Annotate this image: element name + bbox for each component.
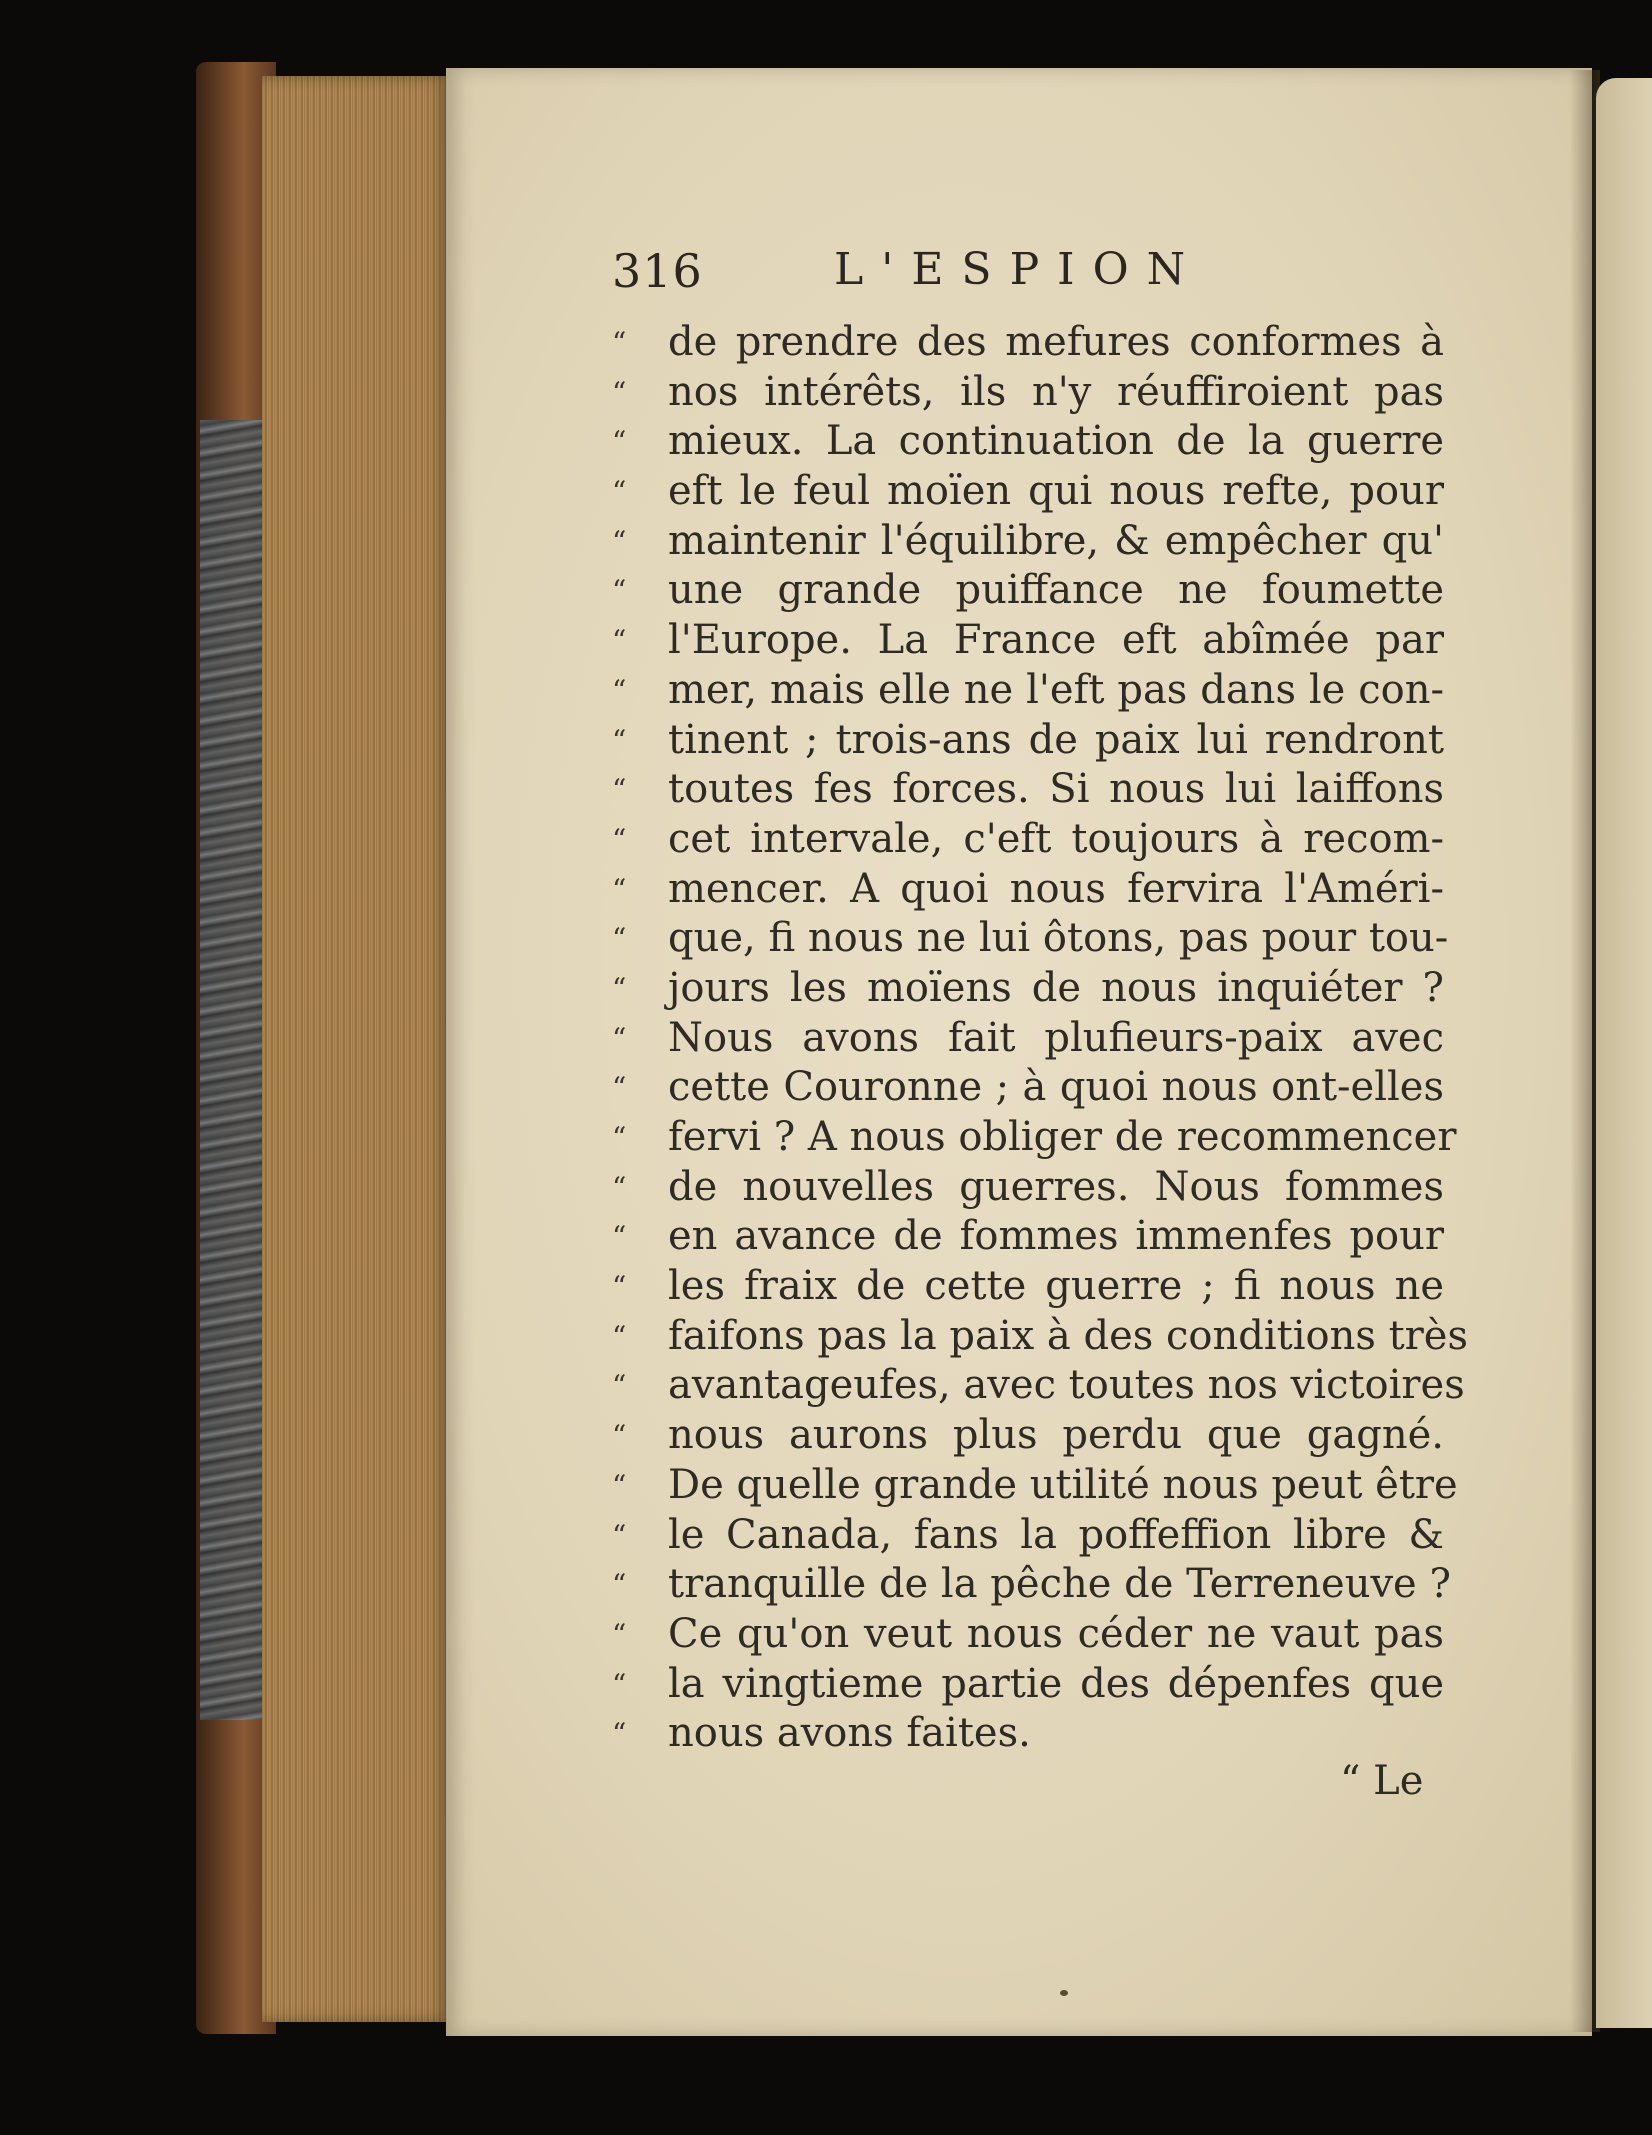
quote-mark: “	[612, 1667, 627, 1701]
quote-mark: “	[612, 1717, 627, 1751]
text-line	[612, 1511, 1442, 1561]
quote-mark: “	[612, 1369, 627, 1403]
line-text: la vingtieme partie des dépenfes que	[668, 1660, 1444, 1707]
quote-mark: “	[612, 1270, 627, 1304]
text-line	[612, 1361, 1465, 1411]
line-text: de prendre des mefures conformes à	[668, 319, 1444, 365]
quote-mark: “	[612, 1220, 627, 1254]
text-line	[612, 566, 1442, 616]
text-line	[612, 914, 1449, 964]
text-line	[612, 666, 1442, 716]
quote-mark: “	[612, 1071, 627, 1105]
line-text: fervi ? A nous obliger de recommencer	[668, 1114, 1457, 1160]
line-text: le Canada, fans la poffeffion libre &	[668, 1511, 1444, 1558]
line-text: Nous avons fait plufieurs-paix avec	[668, 1014, 1444, 1061]
line-text: que, fi nous ne lui ôtons, pas pour tou-	[668, 915, 1449, 962]
line-text: nous aurons plus perdu que gagné.	[668, 1412, 1444, 1459]
text-line	[612, 1560, 1451, 1610]
quote-mark: “	[612, 1319, 627, 1353]
quote-mark: “	[612, 723, 627, 757]
quote-mark: “	[612, 524, 627, 558]
marbled-cover	[200, 420, 264, 1720]
quote-mark: “	[612, 574, 627, 608]
line-text: maintenir l'équilibre, & empêcher qu'	[668, 517, 1444, 564]
line-text: nous avons faites.	[668, 1710, 1031, 1757]
line-text: avantageufes, avec toutes nos victoires	[668, 1362, 1465, 1409]
text-line	[612, 1411, 1442, 1461]
text-line	[612, 368, 1442, 418]
line-text: Ce qu'on veut nous céder ne vaut pas	[668, 1610, 1444, 1657]
line-text: nos intérêts, ils n'y réuffiroient pas	[668, 368, 1444, 415]
quote-mark: “	[612, 1021, 627, 1055]
text-line	[612, 616, 1442, 666]
line-text: toutes fes forces. Si nous lui laiffons	[668, 766, 1444, 813]
text-line	[612, 1163, 1442, 1213]
text-line	[612, 1014, 1442, 1064]
text-line	[612, 417, 1442, 467]
line-text: de nouvelles guerres. Nous fommes	[668, 1163, 1444, 1210]
quote-mark: “	[612, 1121, 627, 1154]
body-text	[612, 318, 1468, 1759]
quote-mark: “	[612, 1617, 627, 1651]
text-line	[612, 1461, 1458, 1511]
text-line	[612, 716, 1442, 766]
text-line	[612, 1660, 1442, 1710]
quote-mark: “	[612, 1468, 627, 1502]
text-line	[612, 1610, 1442, 1660]
text-line	[612, 1262, 1442, 1312]
quote-mark: “	[612, 1568, 627, 1602]
text-line	[612, 1312, 1468, 1362]
quote-mark: “	[612, 326, 627, 359]
line-text: De quelle grande utilité nous peut être	[668, 1461, 1458, 1508]
page-number: 316	[612, 244, 703, 298]
page-edges	[262, 76, 450, 2022]
quote-mark: “	[612, 773, 627, 807]
line-text: une grande puiffance ne foumette	[668, 567, 1444, 614]
facing-page-edge	[1596, 78, 1652, 2028]
text-line	[612, 765, 1442, 815]
text-line	[612, 815, 1442, 865]
quote-mark: “	[612, 872, 627, 906]
line-text: faifons pas la paix à des conditions très	[668, 1312, 1468, 1359]
quote-mark: “	[612, 1419, 627, 1453]
quote-mark: “	[612, 1518, 627, 1552]
line-text: les fraix de cette guerre ; fi nous ne	[668, 1263, 1444, 1310]
line-text: l'Europe. La France eft abîmée par	[668, 617, 1444, 664]
text-line	[612, 1113, 1457, 1163]
line-text: eft le feul moïen qui nous refte, pour	[668, 468, 1444, 515]
line-text: cet intervale, c'eft toujours à recom-	[668, 815, 1444, 862]
catchword: “ Le	[1340, 1758, 1424, 1804]
text-line	[612, 865, 1442, 915]
text-line	[612, 1709, 1442, 1759]
line-text: cette Couronne ; à quoi nous ont-elles	[668, 1064, 1444, 1111]
line-text: tranquille de la pêche de Terreneuve ?	[668, 1561, 1451, 1608]
running-title: L'ESPION	[834, 244, 1204, 295]
line-text: mencer. A quoi nous fervira l'Améri-	[668, 865, 1444, 912]
text-line	[612, 517, 1442, 567]
text-line	[612, 1063, 1442, 1113]
quote-mark: “	[612, 624, 627, 658]
page-header	[612, 244, 1212, 314]
quote-mark: “	[612, 673, 627, 707]
line-text: tinent ; trois-ans de paix lui rendront	[668, 716, 1444, 763]
line-text: mer, mais elle ne l'eft pas dans le con-	[668, 666, 1444, 713]
quote-mark: “	[612, 971, 627, 1005]
line-text: mieux. La continuation de la guerre	[668, 418, 1444, 465]
quote-mark: “	[612, 475, 627, 509]
line-text: jours les moïens de nous inquiéter ?	[668, 964, 1444, 1011]
text-line	[612, 467, 1442, 517]
quote-mark: “	[612, 1170, 627, 1204]
line-text: en avance de fommes immenfes pour	[668, 1213, 1444, 1260]
quote-mark: “	[612, 922, 627, 956]
text-line	[612, 964, 1442, 1014]
quote-mark: “	[612, 375, 627, 409]
text-line	[612, 1212, 1442, 1262]
quote-mark: “	[612, 425, 627, 459]
ink-speck	[1060, 1990, 1068, 1996]
quote-mark: “	[612, 822, 627, 856]
text-line	[612, 318, 1442, 368]
